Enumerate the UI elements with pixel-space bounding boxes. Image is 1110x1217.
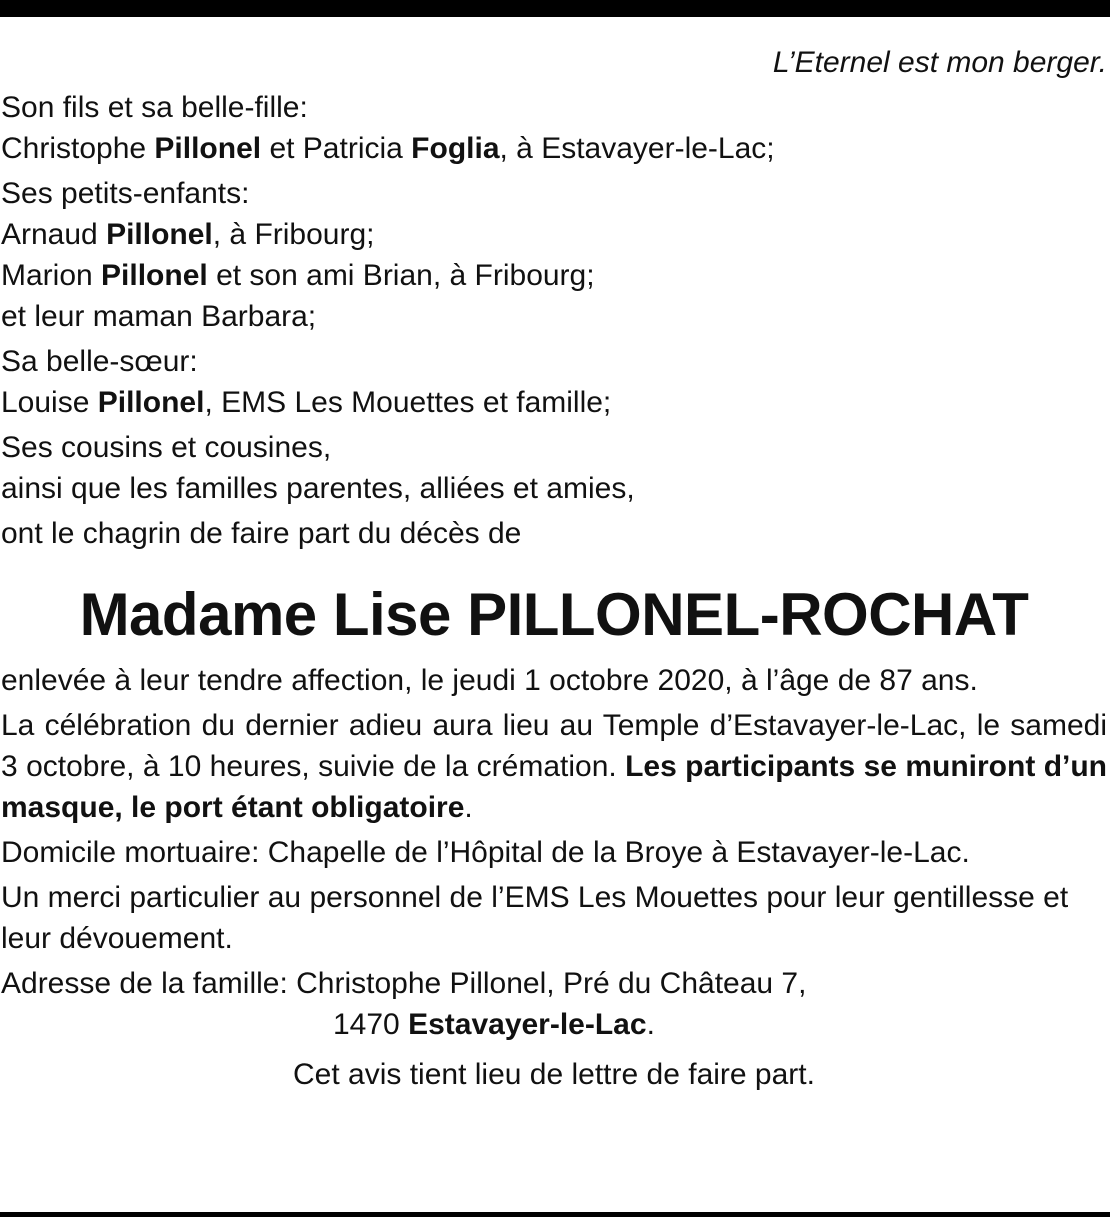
son-first-name: Christophe bbox=[1, 132, 155, 165]
death-details: enlevée à leur tendre affection, le jeudi 1 octobre 2020, à l’âge de 87 ans. bbox=[1, 664, 978, 697]
deceased-name: Madame Lise PILLONEL-ROCHAT bbox=[79, 581, 1029, 648]
son-heading: Son fils et sa belle-fille: bbox=[1, 91, 308, 124]
daughter-in-law-surname: Foglia bbox=[411, 132, 500, 165]
grandchildren-heading: Ses petits-enfants: bbox=[1, 177, 250, 210]
grandchild-surname: Pillonel bbox=[101, 259, 208, 292]
sister-in-law-first-name: Louise bbox=[1, 386, 98, 419]
address-city-line bbox=[1, 1004, 1107, 1045]
top-rule bbox=[0, 0, 1110, 17]
sister-in-law-line bbox=[1, 382, 1107, 423]
closing-note: Cet avis tient lieu de lettre de faire part. bbox=[293, 1058, 815, 1091]
bottom-rule bbox=[0, 1212, 1110, 1217]
thanks: Un merci particulier au personnel de l’EMS Les Mouettes pour leur gentillesse et leur dévouement. bbox=[1, 881, 1069, 955]
grandchild-place: et son ami Brian, à Fribourg; bbox=[207, 259, 595, 292]
address-line: Adresse de la famille: Christophe Pillonel, Pré du Château 7, bbox=[1, 967, 807, 1000]
cousins-section bbox=[1, 427, 1107, 509]
grandchild-line bbox=[1, 255, 1107, 296]
ceremony-end: . bbox=[464, 791, 473, 824]
obituary-notice bbox=[1, 42, 1107, 1095]
grandchild-first-name: Arnaud bbox=[1, 218, 107, 251]
son-place: , à Estavayer-le-Lac; bbox=[499, 132, 775, 165]
grandchildren-section bbox=[1, 173, 1107, 337]
families-line: ainsi que les familles parentes, alliées et amies, bbox=[1, 472, 635, 505]
son-surname: Pillonel bbox=[154, 132, 262, 165]
sister-in-law-surname: Pillonel bbox=[97, 386, 205, 419]
grandchild-place: , à Fribourg; bbox=[212, 218, 375, 251]
grandchild-first-name: Marion bbox=[1, 259, 102, 292]
announcement: ont le chagrin de faire part du décès de bbox=[1, 517, 522, 550]
grandchild-line bbox=[1, 214, 1107, 255]
domicile: Domicile mortuaire: Chapelle de l’Hôpital de la Broye à Estavayer-le-Lac. bbox=[1, 836, 970, 869]
address-city: Estavayer-le-Lac bbox=[408, 1008, 647, 1041]
sister-in-law-details: , EMS Les Mouettes et famille; bbox=[204, 386, 612, 419]
address-postcode: 1470 bbox=[333, 1008, 409, 1041]
sister-in-law-section bbox=[1, 341, 1107, 423]
cousins-line: Ses cousins et cousines, bbox=[1, 431, 332, 464]
address-end: . bbox=[646, 1008, 655, 1041]
son-connector: et Patricia bbox=[261, 132, 412, 165]
ceremony-paragraph bbox=[1, 705, 1107, 828]
grandchild-surname: Pillonel bbox=[106, 218, 213, 251]
son-line bbox=[1, 128, 1107, 169]
sister-in-law-heading: Sa belle-sœur: bbox=[1, 345, 198, 378]
motto: L’Eternel est mon berger. bbox=[772, 46, 1107, 79]
grandchildren-mother: et leur maman Barbara; bbox=[1, 300, 317, 333]
ceremony-text: La célébration du dernier adieu aura lieu au Temple d’Estavayer-le-Lac, le samedi 3 octobre, à 10 heures, suivie de la crémation. bbox=[1, 709, 1107, 783]
son-section bbox=[1, 87, 1107, 169]
family-address bbox=[1, 963, 1107, 1045]
mask-notice: Les participants se muniront d’un masque, le port étant obligatoire bbox=[1, 750, 1108, 824]
